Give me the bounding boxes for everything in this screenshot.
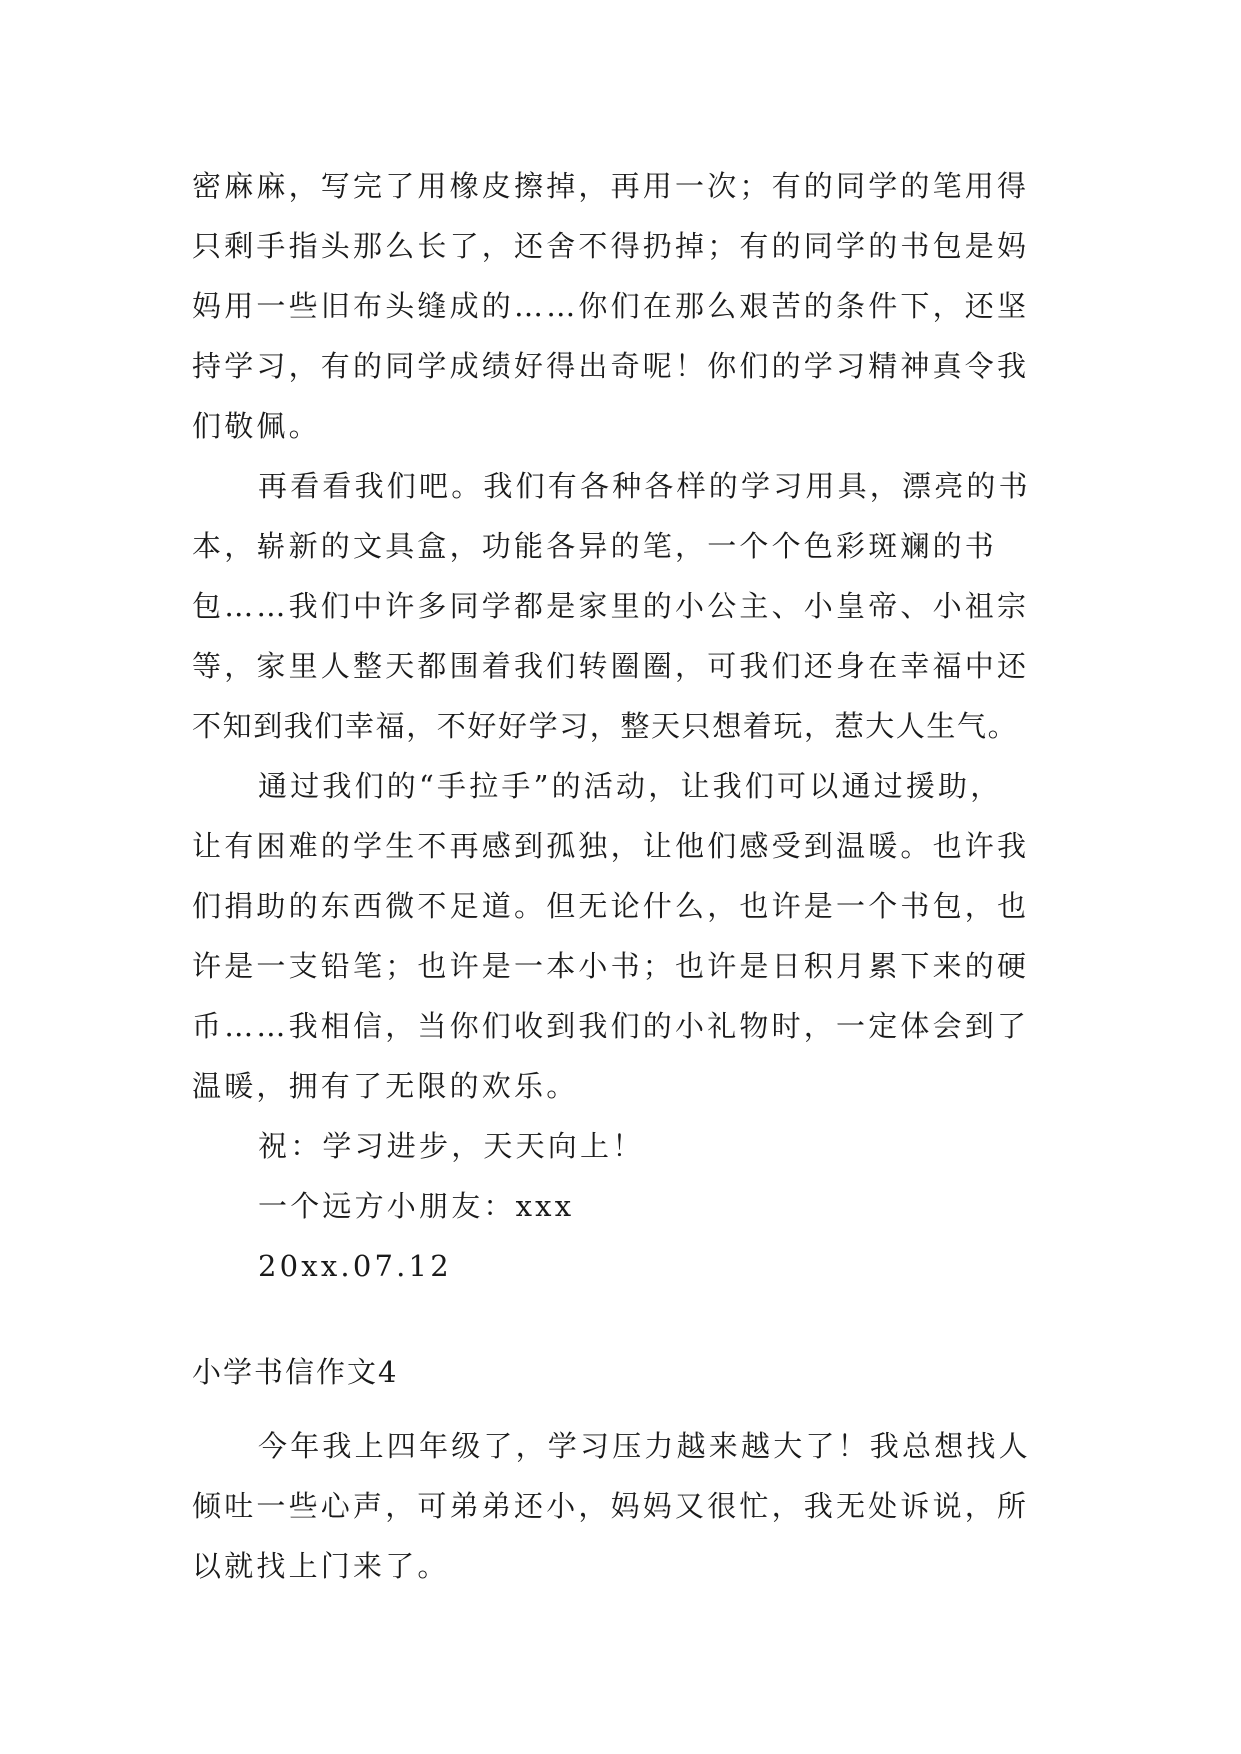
paragraph-line: 再看看我们吧。我们有各种各样的学习用具，漂亮的书	[258, 469, 1031, 503]
paragraph-line: 以就找上门来了。	[192, 1549, 450, 1583]
paragraph-line: 们捐助的东西微不足道。但无论什么，也许是一个书包，也	[192, 889, 1030, 923]
paragraph-line: 等，家里人整天都围着我们转圈圈，可我们还身在幸福中还	[192, 649, 1030, 683]
paragraph-line: 温暖，拥有了无限的欢乐。	[192, 1069, 579, 1103]
closing-wish: 祝：学习进步，天天向上！	[258, 1129, 645, 1163]
paragraph-line: 包……我们中许多同学都是家里的小公主、小皇帝、小祖宗	[192, 589, 1030, 623]
paragraph-line: 让有困难的学生不再感到孤独，让他们感受到温暖。也许我	[192, 829, 1030, 863]
paragraph-line: 不知到我们幸福，不好好学习，整天只想着玩，惹大人生气。	[192, 709, 1019, 743]
date-line: 20xx.07.12	[258, 1249, 452, 1283]
paragraph-line: 通过我们的“手拉手”的活动，让我们可以通过援助，	[258, 769, 1003, 803]
section-title: 小学书信作文4	[192, 1355, 399, 1389]
paragraph-line: 本，崭新的文具盒，功能各异的笔，一个个色彩斑斓的书	[192, 529, 998, 563]
paragraph-line: 们敬佩。	[192, 409, 321, 443]
paragraph-line: 倾吐一些心声，可弟弟还小，妈妈又很忙，我无处诉说，所	[192, 1489, 1030, 1523]
paragraph-line: 持学习，有的同学成绩好得出奇呢！你们的学习精神真令我	[192, 349, 1030, 383]
signature-line: 一个远方小朋友：xxx	[258, 1189, 575, 1223]
paragraph-line: 只剩手指头那么长了，还舍不得扔掉；有的同学的书包是妈	[192, 229, 1030, 263]
paragraph-line: 妈用一些旧布头缝成的……你们在那么艰苦的条件下，还坚	[192, 289, 1030, 323]
paragraph-line: 今年我上四年级了，学习压力越来越大了！我总想找人	[258, 1429, 1031, 1463]
paragraph-line: 密麻麻，写完了用橡皮擦掉，再用一次；有的同学的笔用得	[192, 169, 1030, 203]
paragraph-line: 币……我相信，当你们收到我们的小礼物时，一定体会到了	[192, 1009, 1030, 1043]
paragraph-line: 许是一支铅笔；也许是一本小书；也许是日积月累下来的硬	[192, 949, 1030, 983]
